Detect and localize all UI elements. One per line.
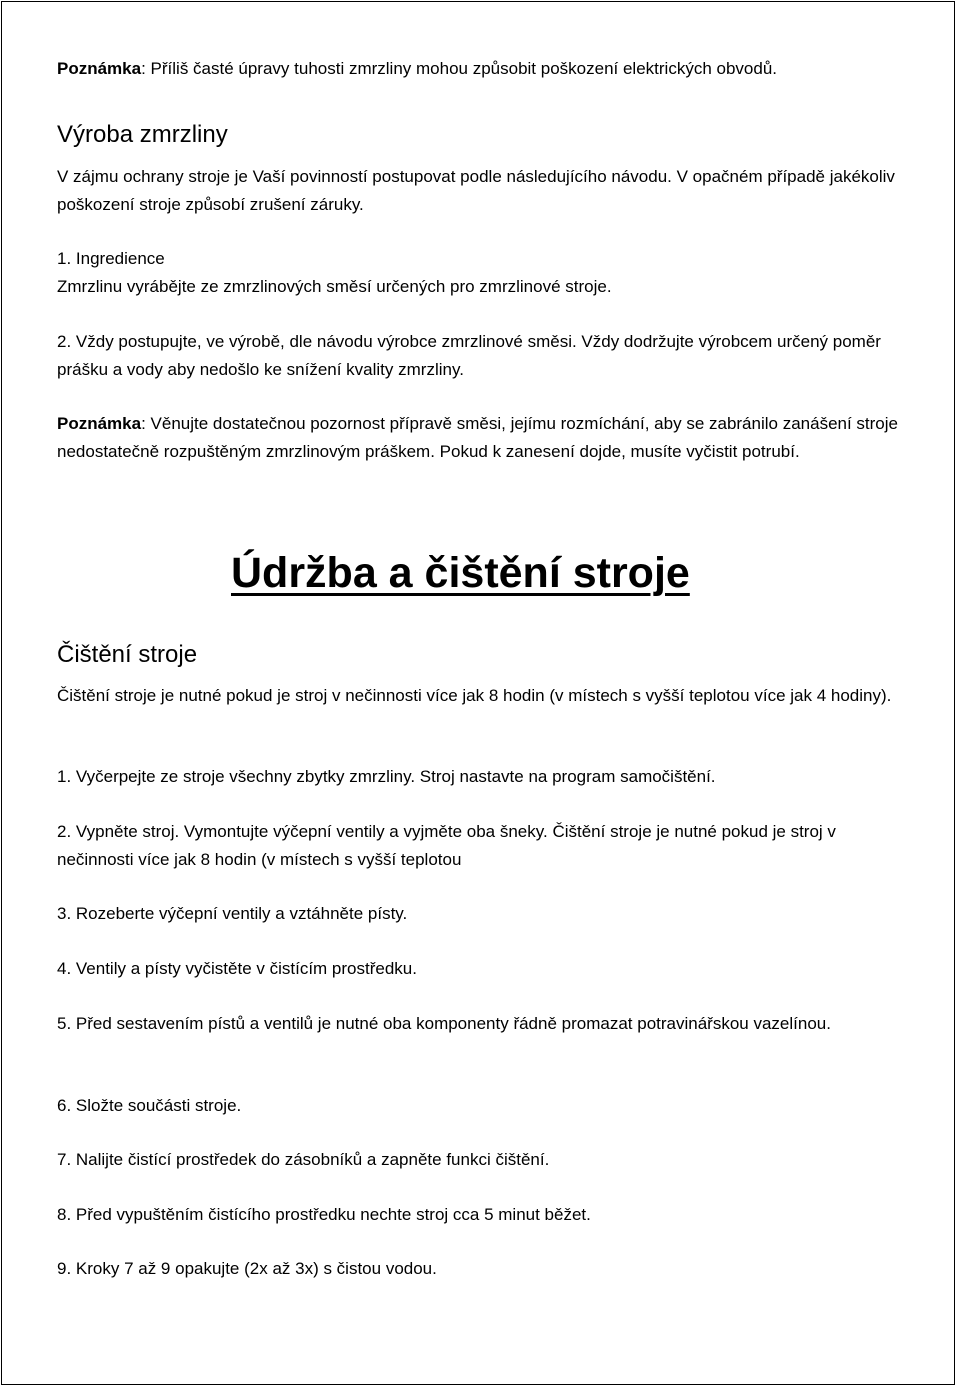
- cleaning-intro: Čištění stroje je nutné pokud je stroj v nečinnosti více jak 8 hodin (v místech s vyšší teplotou více jak 4 hodiny).: [57, 686, 892, 705]
- cleaning-subheading: Čištění stroje: [57, 641, 198, 668]
- note-label: Poznámka: [57, 59, 142, 78]
- cleaning-step: 3. Rozeberte výčepní ventily a vztáhněte písty.: [57, 904, 408, 923]
- note-mix-preparation: [57, 410, 907, 466]
- cleaning-step: 2. Vypněte stroj. Vymontujte výčepní ventily a vyjměte oba šneky. Čištění stroje je nutné pokud je stroj v nečinnosti více jak 8 hodin (v místech s vyšší teplotou: [57, 822, 836, 869]
- step-ingredients-text: Zmrzlinu vyrábějte ze zmrzlinových směsí určených pro zmrzlinové stroje.: [57, 277, 612, 296]
- cleaning-step: 6. Složte součásti stroje.: [57, 1096, 242, 1115]
- cleaning-step: 4. Ventily a písty vyčistěte v čistícím prostředku.: [57, 959, 417, 978]
- cleaning-step: 8. Před vypuštěním čistícího prostředku nechte stroj cca 5 minut běžet.: [57, 1205, 591, 1224]
- cleaning-step: 7. Nalijte čistící prostředek do zásobníků a zapněte funkci čištění.: [57, 1150, 550, 1169]
- cleaning-step: 1. Vyčerpejte ze stroje všechny zbytky zmrzliny. Stroj nastavte na program samočištění.: [57, 767, 716, 786]
- production-heading: Výroba zmrzliny: [57, 121, 228, 148]
- note-text: : Věnujte dostatečnou pozornost přípravě směsi, jejímu rozmíchání, aby se zabránilo zanášení stroje nedostatečně rozpuštěným zmrzlinovým práškem. Pokud k zanesení dojde, musíte vyčistit potrubí.: [57, 414, 898, 461]
- note-circuit-damage: [57, 55, 907, 83]
- note-label: Poznámka: [57, 414, 142, 433]
- note-text: : Příliš časté úpravy tuhosti zmrzliny mohou způsobit poškození elektrických obvodů.: [141, 59, 777, 78]
- step-follow-instructions: 2. Vždy postupujte, ve výrobě, dle návodu výrobce zmrzlinové směsi. Vždy dodržujte výrobcem určený poměr prášku a vody aby nedošlo ke snížení kvality zmrzliny.: [57, 332, 881, 379]
- maintenance-title: Údržba a čištění stroje: [231, 549, 690, 597]
- cleaning-step: 9. Kroky 7 až 9 opakujte (2x až 3x) s čistou vodou.: [57, 1259, 437, 1278]
- cleaning-step: 5. Před sestavením pístů a ventilů je nutné oba komponenty řádně promazat potravinářskou vazelínou.: [57, 1014, 831, 1033]
- step-ingredients-title: 1. Ingredience: [57, 249, 165, 268]
- production-intro: V zájmu ochrany stroje je Vaší povinností postupovat podle následujícího návodu. V opačném případě jakékoliv poškození stroje způsobí zrušení záruky.: [57, 167, 895, 214]
- document-page: [1, 1, 955, 1385]
